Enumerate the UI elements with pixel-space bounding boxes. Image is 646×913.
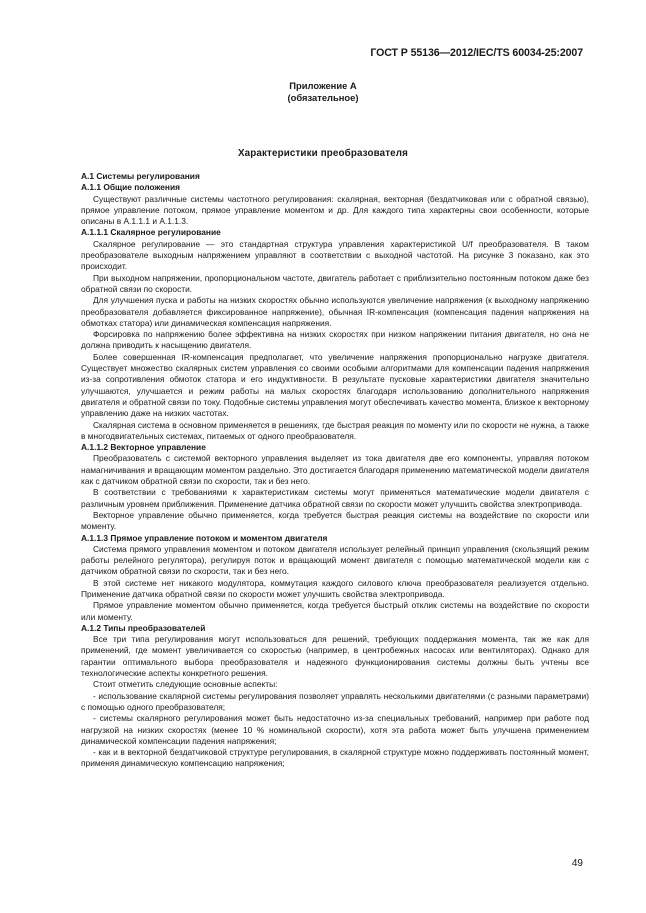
paragraph: - как и в векторной бездатчиковой структуре регулирования, в скалярной структуре можно поддерживать постоянный момент, применяя динамическую компенсацию напряжения;: [81, 747, 589, 769]
paragraph: Преобразователь с системой векторного управления выделяет из тока двигателя две его компоненты, управляя потоком намагничивания и вращающим моментом раздельно. Это достигается благодаря применению математической модели двигателя как с датчиком обратной связи по скорости, так и без него.: [81, 453, 589, 487]
section-heading: А.1 Системы регулирования: [81, 171, 200, 181]
paragraph: Стоит отметить следующие основные аспекты:: [93, 679, 278, 690]
paragraph: В этой системе нет никакого модулятора, коммутация каждого силового ключа преобразователя реализуется отдельно. Применение датчика обратной связи по скорости может улучшить свойства электропривода.: [81, 577, 589, 599]
page-number: 49: [571, 858, 583, 869]
paragraph: Прямое управление моментом обычно применяется, когда требуется быстрый отклик системы на воздействие по скорости или моменту.: [81, 600, 589, 622]
paragraph: При выходном напряжении, пропорциональном частоте, двигатель работает с приблизительно постоянным потоком даже без обратной связи по скорости.: [81, 272, 589, 294]
paragraph: Система прямого управления моментом и потоком двигателя использует релейный принцип управления (скользящий режим работы релейного регулятора), регулируя поток и вращающий момент двигателя с помощью математической модели как с датчиком обратной связи по скорости, так и без него.: [81, 543, 589, 577]
paragraph: Векторное управление обычно применяется, когда требуется быстрая реакция системы на воздействие по скорости или моменту.: [81, 509, 589, 532]
appendix-block: [0, 80, 646, 104]
paragraph: Скалярное регулирование — это стандартная структура управления характеристикой U/f преобразователя. В таком преобразователе выходным напряжением управляют в соответствии с выходной частотой. На рисунке 3 показано, как это происходит.: [81, 238, 589, 272]
paragraph: Более совершенная IR-компенсация предполагает, что увеличение напряжения пропорционально нагрузке двигателя. Существует множество скалярных систем управления со своими особыми алгоритмами для компенсации падения напряжения из-за сопротивления обмоток статора и его индуктивности. В результате пусковые характеристики двигателя значительно улучшаются, улучшается и режим работы на малых скоростях благодаря использованию дополнительного напряжения двигателя и обратной связи по току. Подобные системы управления могут обеспечивать качество момента, близкое к векторному управлению даже на низких частотах.: [81, 351, 589, 419]
paragraph: - использование скалярной системы регулирования позволяет управлять несколькими двигателями (с разными параметрами) с помощью одного преобразователя;: [81, 690, 589, 712]
section-heading: А.1.1.2 Векторное управление: [81, 442, 206, 453]
paragraph: В соответствии с требованиями к характеристикам системы могут применяться математические модели двигателя с различным уровнем приближения. Применение датчика обратной связи по скорости может улучшить свойства электропривода.: [81, 487, 589, 509]
section-heading: А.1.2 Типы преобразователей: [81, 622, 206, 633]
section-heading: А.1.1 Общие положения: [81, 182, 180, 193]
section-heading: А.1.1.1 Скалярное регулирование: [81, 227, 221, 238]
paragraph: - системы скалярного регулирования может быть недостаточно из-за специальных требований, например при работе под нагрузкой на низких скоростях (менее 10 % номинальной скорости), хотя эта работа может быть улучшена применением динамической компенсации падения напряжения;: [81, 713, 589, 746]
paragraph: Существуют различные системы частотного регулирования: скалярная, векторная (бездатчиковая или с обратной связью), прямое управление потоком, прямое управление моментом и др. Для каждого типа характерны свои особенности, которые описаны в А.1.1.1 и А.1.1.3.: [81, 193, 589, 227]
document-title: Характеристики преобразователя: [237, 148, 409, 159]
appendix-title: Приложение А: [289, 80, 357, 91]
paragraph: Все три типа регулирования могут использоваться для решений, требующих поддержания момента, так же как для применений, где момент увеличивается со скоростью (например, в центробежных насосах или вентиляторах). Однако для гарантии оптимального выбора преобразователя и надежного функционирования системы должны быть учтены все технологические аспекты конкретного решения.: [81, 634, 589, 679]
paragraph: Форсировка по напряжению более эффективна на низких скоростях при низком напряжении питания двигателя, но она не должна приводить к насыщению двигателя.: [81, 329, 589, 351]
body-text: [81, 171, 589, 770]
standard-id-header: ГОСТ Р 55136—2012/IEC/TS 60034-25:2007: [370, 47, 583, 59]
paragraph: Скалярная система в основном применяется в решениях, где быстрая реакция по моменту или по скорости не нужна, а также в многодвигательных системах, питаемых от одного преобразователя.: [81, 419, 589, 441]
section-heading: А.1.1.3 Прямое управление потоком и моментом двигателя: [81, 532, 328, 543]
paragraph: Для улучшения пуска и работы на низких скоростях обычно используются увеличение напряжения (к выходному напряжению преобразователя добавляется фиксированное напряжение), обычная IR-компенсация (компенсация падения напряжения на обмотках статора) или динамическая компенсация напряжения.: [81, 295, 589, 328]
appendix-status: (обязательное): [287, 92, 359, 103]
